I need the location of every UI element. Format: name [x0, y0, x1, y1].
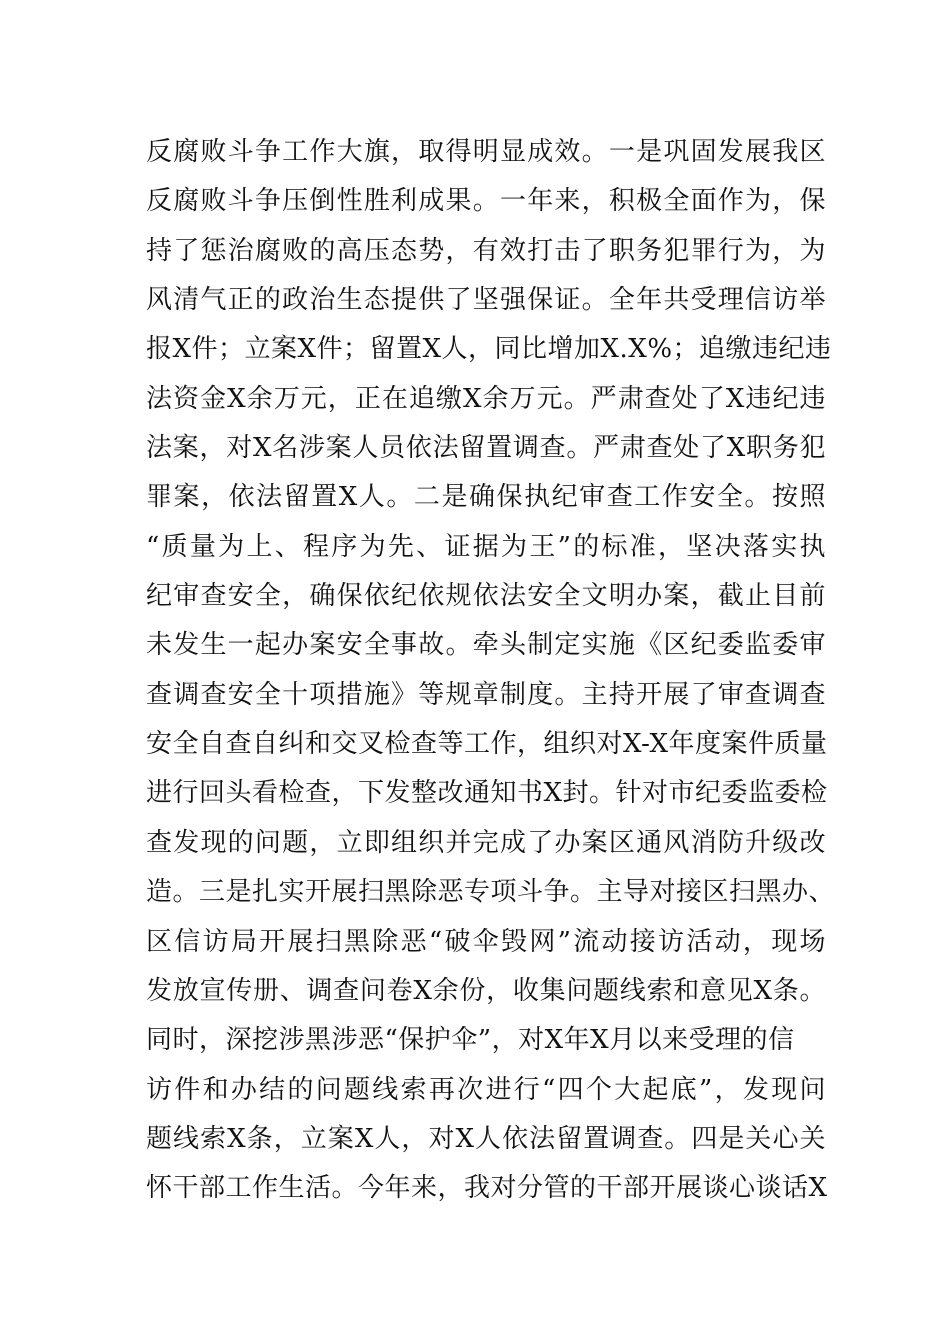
text-line: 反腐败斗争工作大旗，取得明显成效。一是巩固发展我区 — [146, 137, 826, 167]
text-line: “质量为上、程序为先、证据为王”的标准，坚决落实执 — [146, 531, 826, 562]
text-line: 怀干部工作生活。今年来，我对分管的干部开展谈心谈话X — [146, 1173, 828, 1204]
text-line: 访件和办结的问题线索再次进行“四个大起底”，发现问 — [146, 1074, 826, 1105]
text-line: 查发现的问题，立即组织并完成了办案区通风消防升级改 — [146, 827, 826, 858]
text-line: 持了惩治腐败的高压态势，有效打击了职务犯罪行为，为 — [146, 235, 826, 266]
text-line: 纪审查安全，确保依纪依规依法安全文明办案，截止目前 — [146, 581, 826, 612]
text-line: 进行回头看检查，下发整改通知书X封。针对市纪委监委检 — [146, 778, 828, 809]
text-line: 法资金X余万元，正在追缴X余万元。严肃查处了X违纪违 — [146, 383, 826, 414]
text-line: 发放宣传册、调查问卷X余份，收集问题线索和意见X条。 — [146, 975, 826, 1006]
text-line: 反腐败斗争压倒性胜利成果。一年来，积极全面作为，保 — [146, 186, 826, 217]
text-line: 罪案，依法留置X人。二是确保执纪审查工作安全。按照 — [146, 482, 826, 513]
body-paragraph — [146, 128, 836, 1214]
text-line: 报X件；立案X件；留置X人，同比增加X.X%；追缴违纪违 — [146, 334, 832, 365]
text-line: 题线索X条，立案X人，对X人依法留置调查。四是关心关 — [146, 1123, 826, 1154]
text-line: 未发生一起办案安全事故。牵头制定实施《区纪委监委审 — [146, 630, 826, 661]
text-line: 同时，深挖涉黑涉恶“保护伞”，对X年X月以来受理的信 — [146, 1025, 795, 1056]
text-line: 安全自查自纠和交叉检查等工作，组织对X-X年度案件质量 — [146, 729, 828, 760]
text-line: 法案，对X名涉案人员依法留置调查。严肃查处了X职务犯 — [146, 433, 826, 464]
text-line: 风清气正的政治生态提供了坚强保证。全年共受理信访举 — [146, 285, 826, 316]
text-line: 造。三是扎实开展扫黑除恶专项斗争。主导对接区扫黑办、 — [146, 877, 836, 908]
text-line: 区信访局开展扫黑除恶“破伞毁网”流动接访活动，现场 — [146, 926, 826, 957]
text-line: 查调查安全十项措施》等规章制度。主持开展了审查调查 — [146, 679, 826, 710]
